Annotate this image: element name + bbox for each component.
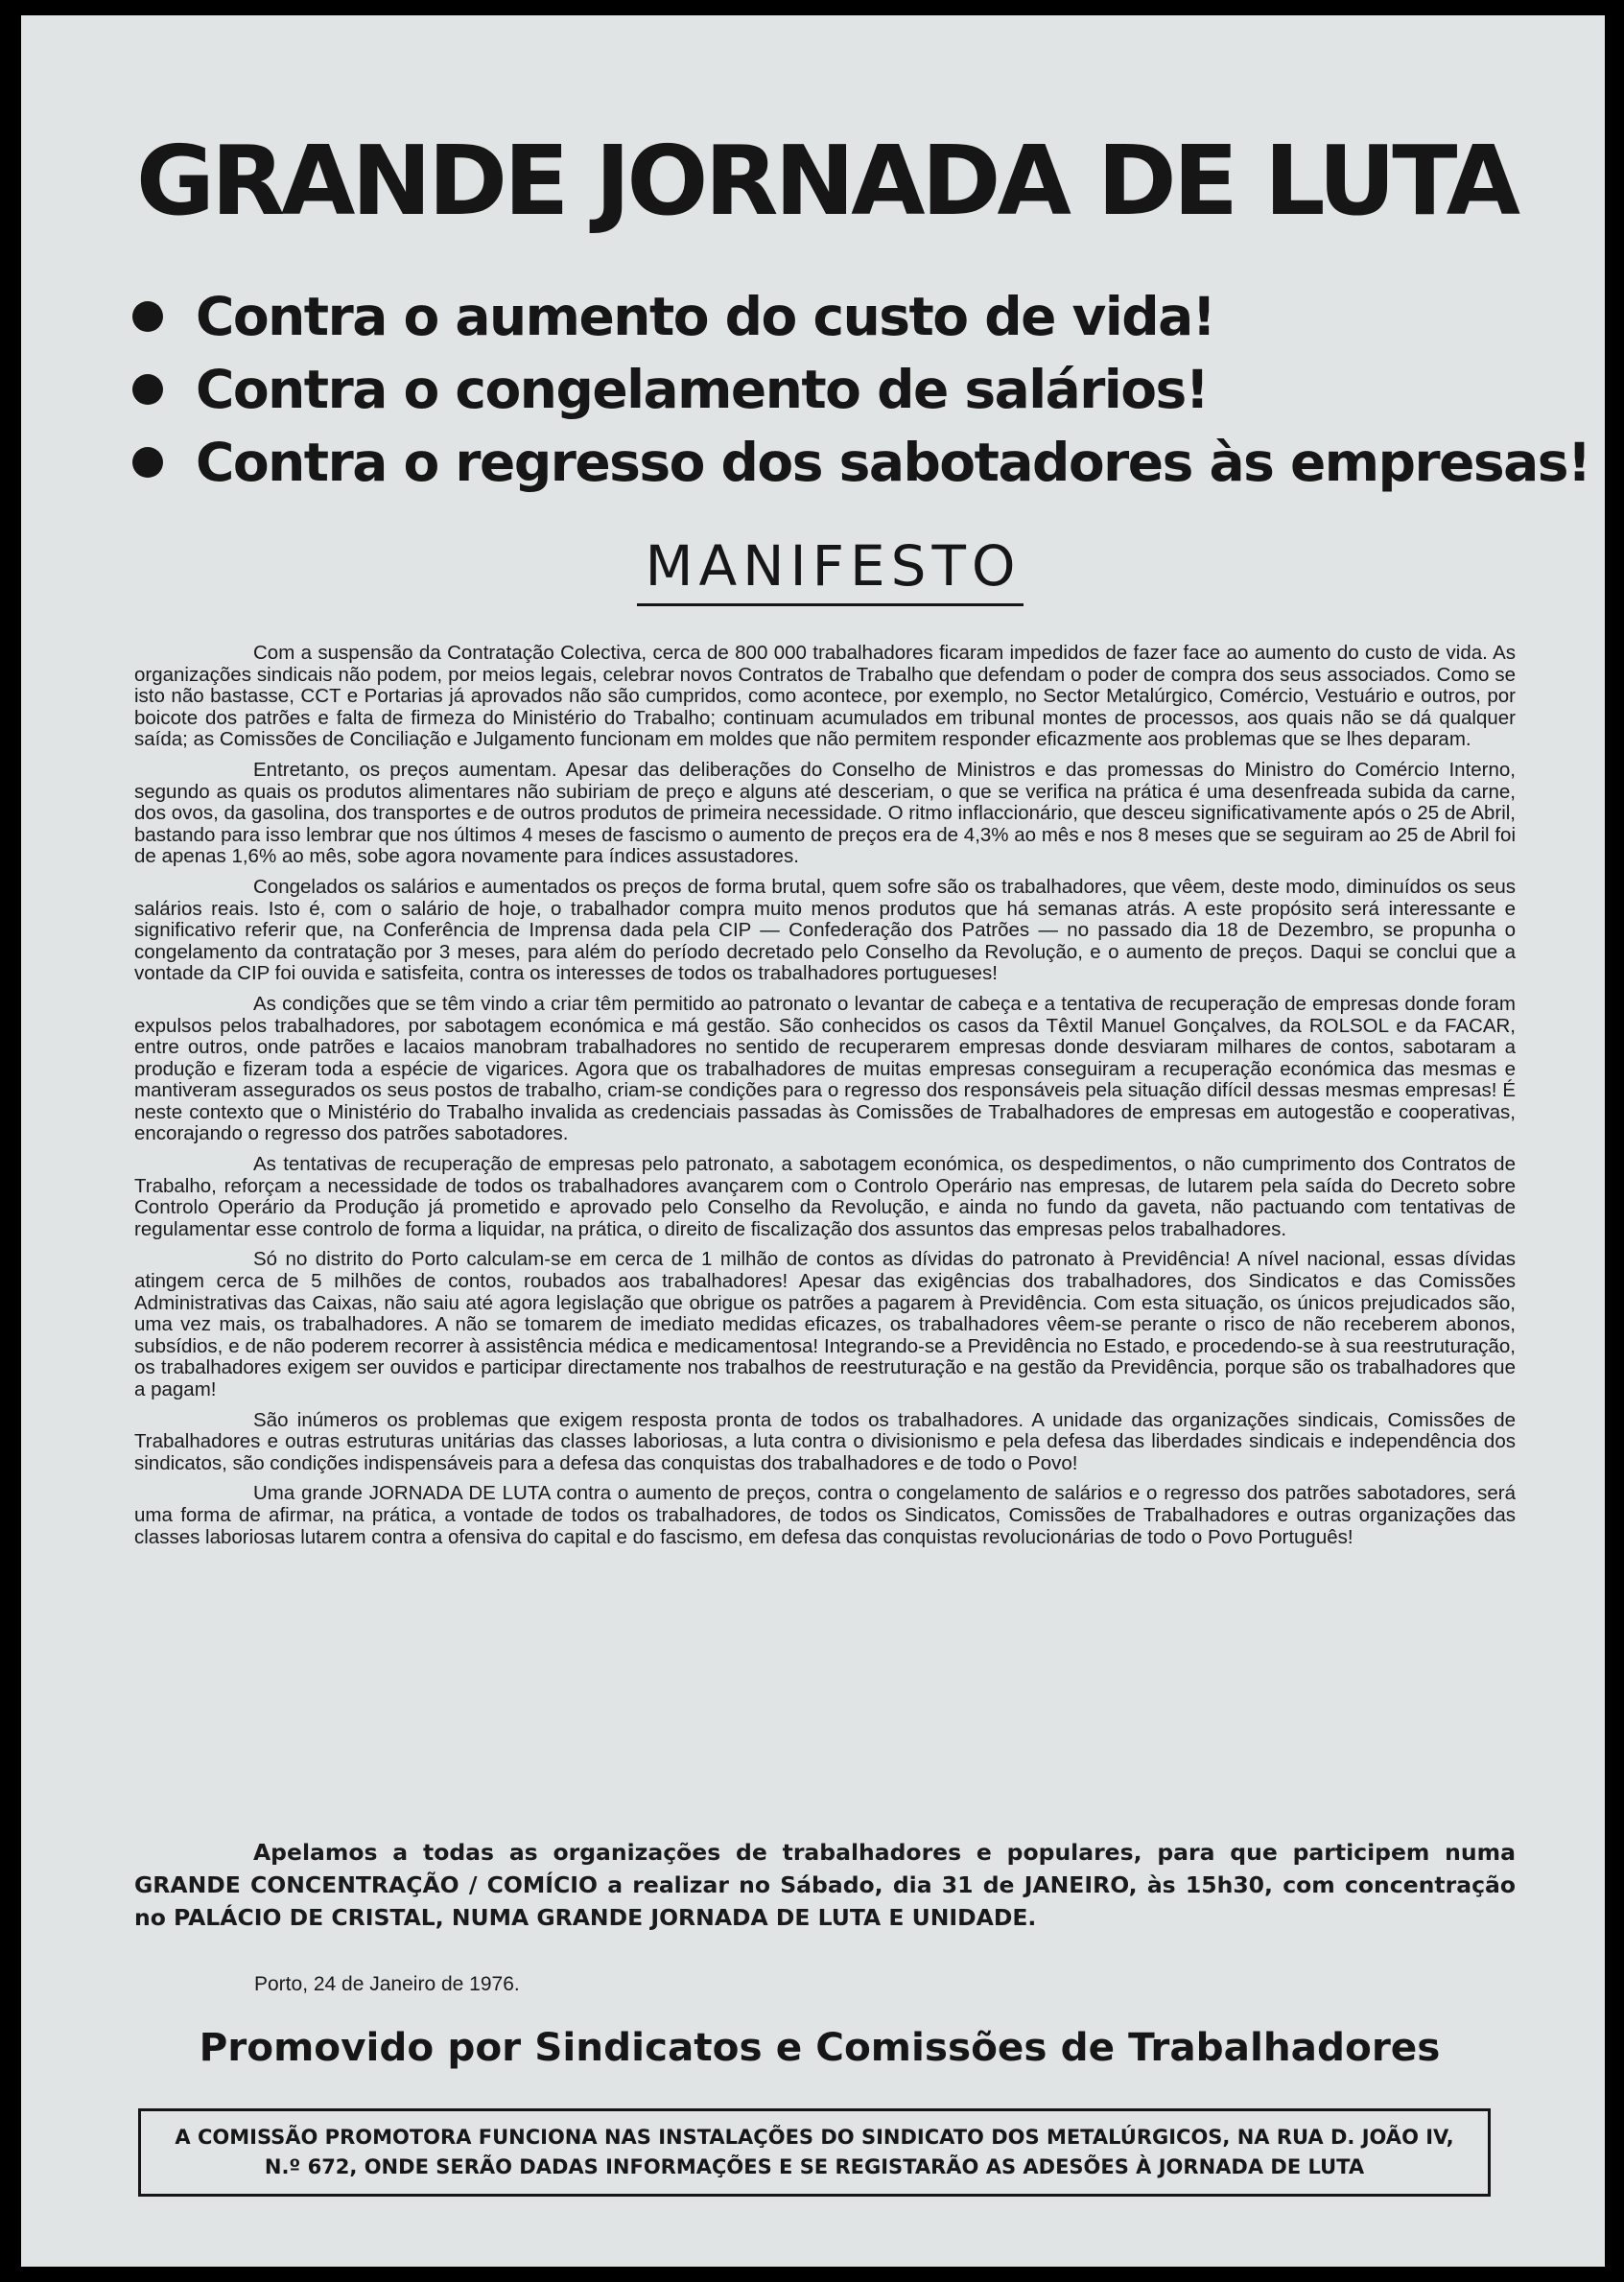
bullet-icon xyxy=(132,374,163,405)
demand-item xyxy=(132,426,1590,499)
demand-item xyxy=(132,353,1571,426)
body-paragraph: Congelados os salários e aumentados os preços de forma brutal, quem sofre são os trabalhadores, que vêem, deste modo, diminuídos os seus salários reais. Isto é, com o salário de hoje, o trabalhador compra muito menos produtos que há semanas atrás. A este propósito será interessante e significativo referir que, na Conferência de Imprensa dada pela CIP — Confederação dos Patrões — no passado dia 18 de Dezembro, se propunha o congelamento da contratação por 3 meses, para além do período decretado pelo Conselho da Revolução, e o aumento de preços. Daqui se conclui que a vontade da CIP foi ouvida e satisfeita, contra os interesses de todos os trabalhadores portugueses! xyxy=(134,875,1516,985)
notice-box xyxy=(138,2108,1491,2197)
manifesto-title: MANIFESTO xyxy=(637,538,1023,606)
promoted-by: Promovido por Sindicatos e Comissões de Trabalhadores xyxy=(199,2024,1441,2070)
body-paragraph: Entretanto, os preços aumentam. Apesar das deliberações do Conselho de Ministros e das promessas do Ministro do Comércio Interno, segundo as quais os produtos alimentares não subiriam de preço e alguns até desceriam, o que se verifica na prática é uma desenfreada subida da carne, dos ovos, da gasolina, dos transportes e de outros produtos de primeira necessidade. O ritmo inflaccionário, que desceu significativamente após o 25 de Abril, bastando para isso lembrar que nos últimos 4 meses de fascismo o aumento de preços era de 4,3% ao mês e nos 8 meses que se seguiram ao 25 de Abril foi de apenas 1,6% ao mês, sobe agora novamente para índices assustadores. xyxy=(134,758,1516,868)
body-paragraph: São inúmeros os problemas que exigem resposta pronta de todos os trabalhadores. A unidade das organizações sindicais, Comissões de Trabalhadores e outras estruturas unitárias das classes laboriosas, a luta contra o divisionismo e pela defesa das liberdades sindicais e independência dos sindicatos, são condições indispensáveis para a defesa das conquistas dos trabalhadores e de todo o Povo! xyxy=(134,1408,1516,1474)
demand-text: Contra o congelamento de salários! xyxy=(196,359,1209,420)
poster-headline: GRANDE JORNADA DE LUTA xyxy=(135,125,1518,237)
demands-list xyxy=(132,280,1590,499)
body-paragraph: Com a suspensão da Contratação Colectiva, cerca de 800 000 trabalhadores ficaram impedidos de fazer face ao aumento do custo de vida. As organizações sindicais não podem, por meios legais, celebrar novos Contratos de Trabalho que defendam o poder de compra dos seus associados. Como se isto não bastasse, CCT e Portarias já aprovados não são cumpridos, como acontece, por exemplo, no Sector Metalúrgico, Comércio, Vestuário e outros, por boicote dos patrões e falta de firmeza do Ministério do Trabalho; continuam acumulados em tribunal montes de processos, aos quais não se dá qualquer saída; as Comissões de Conciliação e Julgamento funcionam em moldes que não permitem responder eficazmente aos problemas que se lhes deparam. xyxy=(134,642,1516,751)
body-paragraph: Uma grande JORNADA DE LUTA contra o aumento de preços, contra o congelamento de salários e o regresso dos patrões sabotadores, será uma forma de afirmar, na prática, a vontade de todos os trabalhadores, de todos os Sindicatos, Comissões de Trabalhadores e outras organizações das classes laboriosas lutarem contra a ofensiva do capital e do fascismo, em defesa das conquistas revolucionárias de todo o Povo Português! xyxy=(134,1482,1516,1548)
manifesto-body xyxy=(134,643,1516,1557)
manifesto-poster xyxy=(21,15,1605,2267)
notice-text: A COMISSÃO PROMOTORA FUNCIONA NAS INSTALAÇÕES DO SINDICATO DOS METALÚRGICOS, NA RUA D. JOÃO IV, N.º 672, ONDE SERÃO DADAS INFORMAÇÕES E SE REGISTARÃO AS ADESÕES À JORNADA DE LUTA xyxy=(175,2126,1454,2178)
manifesto-heading xyxy=(21,533,1605,606)
bullet-icon xyxy=(132,447,163,478)
rally-appeal: Apelamos a todas as organizações de trabalhadores e populares, para que participem numa GRANDE CONCENTRAÇÃO / COMÍCIO a realizar no Sábado, dia 31 de JANEIRO, às 15h30, com concentração no PALÁCIO DE CRISTAL, NUMA GRANDE JORNADA DE LUTA E UNIDADE. xyxy=(134,1839,1516,1931)
body-paragraph: As tentativas de recuperação de empresas pelo patronato, a sabotagem económica, os despedimentos, o não cumprimento dos Contratos de Trabalho, reforçam a necessidade de todos os trabalhadores avançarem com o Controlo Operário nas empresas, de lutarem pela saída do Decreto sobre Controlo Operário da Produção já prometido e aprovado pelo Conselho da Revolução, e ainda no fundo da gaveta, não pactuando com tentativas de regulamentar esse controlo de forma a liquidar, na prática, o direito de fiscalização dos assuntos das empresas pelos trabalhadores. xyxy=(134,1153,1516,1240)
demand-text: Contra o regresso dos sabotadores às empresas! xyxy=(196,432,1590,493)
bullet-icon xyxy=(132,301,163,332)
body-paragraph: Só no distrito do Porto calculam-se em cerca de 1 milhão de contos as dívidas do patronato à Previdência! A nível nacional, essas dívidas atingem cerca de 5 milhões de contos, roubados aos trabalhadores! Apesar das exigências dos trabalhadores, dos Sindicatos e das Comissões Administrativas das Caixas, não saiu até agora legislação que obrigue os patrões a pagarem à Previdência. Com esta situação, os únicos prejudicados são, uma vez mais, os trabalhadores. A não se tomarem de imediato medidas eficazes, os trabalhadores vêem-se perante o risco de não receberem abonos, subsídios, e de não poderem recorrer à assistência médica e medicamentosa! Integrando-se a Previdência no Estado, e procedendo-se à sua reestruturação, os trabalhadores exigem ser ouvidos e participar directamente nos trabalhos de reestruturação e na gestão da Previdência, porque são os trabalhadores que a pagam! xyxy=(134,1248,1516,1400)
demand-text: Contra o aumento do custo de vida! xyxy=(196,286,1215,347)
date-line: Porto, 24 de Janeiro de 1976. xyxy=(254,1973,520,1995)
body-paragraph: As condições que se têm vindo a criar têm permitido ao patronato o levantar de cabeça e a tentativa de recuperação de empresas donde foram expulsos pelos trabalhadores, por sabotagem económica e má gestão. São conhecidos os casos da Têxtil Manuel Gonçalves, da ROLSOL e da FACAR, entre outros, onde patrões e lacaios manobram trabalhadores no sentido de recuperarem empresas donde desviaram milhares de contos, sabotaram a produção e fizeram toda a espécie de vigarices. Agora que os trabalhadores de muitas empresas conseguiram a recuperação económica das mesmas e mantiveram assegurados os seus postos de trabalho, criam-se condições para o regresso dos responsáveis pela situação difícil dessas mesmas empresas! É neste contexto que o Ministério do Trabalho invalida as credenciais passadas às Comissões de Trabalhadores de empresas em autogestão e cooperativas, encorajando o regresso dos patrões sabotadores. xyxy=(134,992,1516,1145)
demand-item xyxy=(132,280,1571,353)
